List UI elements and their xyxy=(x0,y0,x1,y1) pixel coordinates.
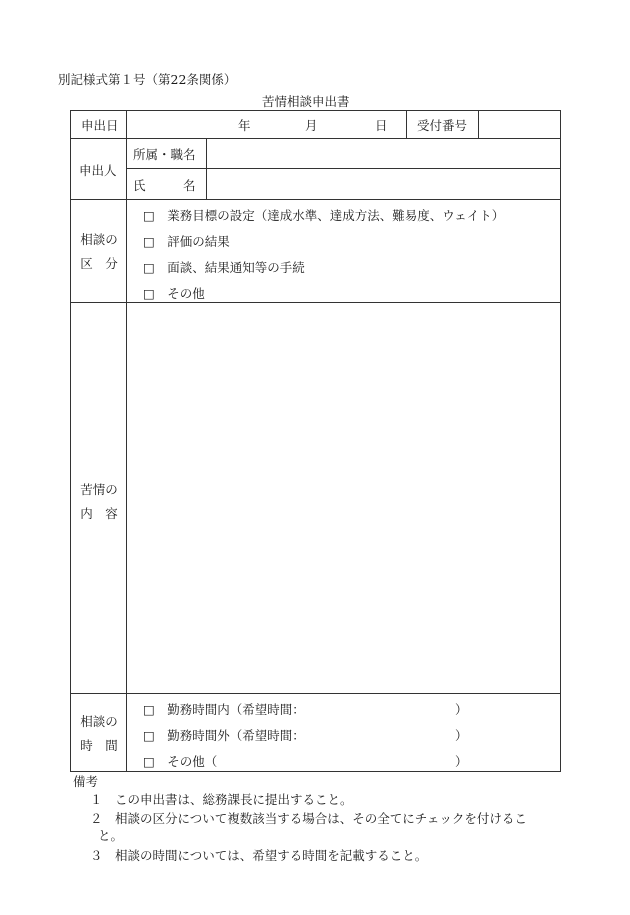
complaint-content-label-line1: 苦情の xyxy=(80,482,118,497)
date-label: 申出日 xyxy=(81,118,119,133)
name-field[interactable] xyxy=(212,173,557,195)
time-option-other-close: ） xyxy=(455,754,468,769)
category-label xyxy=(72,228,126,276)
name-label: 氏 名 xyxy=(133,178,196,193)
time-option-during-work-close: ） xyxy=(455,702,468,717)
note-item-3: ３ 相談の時間については、希望する時間を記載すること。 xyxy=(90,848,428,863)
time-option-outside-work[interactable]: □ 勤務時間外（希望時間： xyxy=(143,728,305,743)
day-label: 日 xyxy=(375,118,388,133)
year-label: 年 xyxy=(238,118,251,133)
month-label: 月 xyxy=(305,118,318,133)
category-label-line1: 相談の xyxy=(80,232,118,247)
form-number-label: 別記様式第１号（第22条関係） xyxy=(58,72,237,87)
note-item-2-continued: と。 xyxy=(98,828,124,843)
notes-heading: 備考 xyxy=(73,774,99,789)
time-option-during-work[interactable]: □ 勤務時間内（希望時間： xyxy=(143,702,305,717)
affiliation-label: 所属・職名 xyxy=(133,147,196,162)
time-option-outside-work-close: ） xyxy=(455,728,468,743)
category-option-procedure[interactable]: □ 面談、結果通知等の手続 xyxy=(143,260,305,275)
consultation-time-label-line1: 相談の xyxy=(80,714,118,729)
complaint-content-label xyxy=(72,478,126,526)
consultation-time-label-line2: 時 間 xyxy=(80,737,118,753)
time-option-other[interactable]: □ その他（ xyxy=(143,754,218,769)
receipt-number-label: 受付番号 xyxy=(417,118,468,133)
affiliation-field[interactable] xyxy=(212,143,557,165)
category-option-evaluation-result[interactable]: □ 評価の結果 xyxy=(143,234,230,249)
form-title: 苦情相談申出書 xyxy=(262,94,350,109)
complaint-content-field[interactable] xyxy=(132,308,556,688)
note-item-2: ２ 相談の区分について複数該当する場合は、その全てにチェックを付けるこ xyxy=(90,811,527,826)
complaint-content-label-line2: 内 容 xyxy=(80,505,118,521)
receipt-number-field[interactable] xyxy=(482,116,558,134)
category-label-line2: 区 分 xyxy=(80,255,118,271)
applicant-label: 申出人 xyxy=(79,163,117,178)
category-option-other[interactable]: □ その他 xyxy=(143,286,205,301)
category-option-goal-setting[interactable]: □ 業務目標の設定（達成水準、達成方法、難易度、ウェイト） xyxy=(143,208,505,223)
consultation-time-label xyxy=(72,710,126,758)
note-item-1: １ この申出書は、総務課長に提出すること。 xyxy=(90,792,353,807)
